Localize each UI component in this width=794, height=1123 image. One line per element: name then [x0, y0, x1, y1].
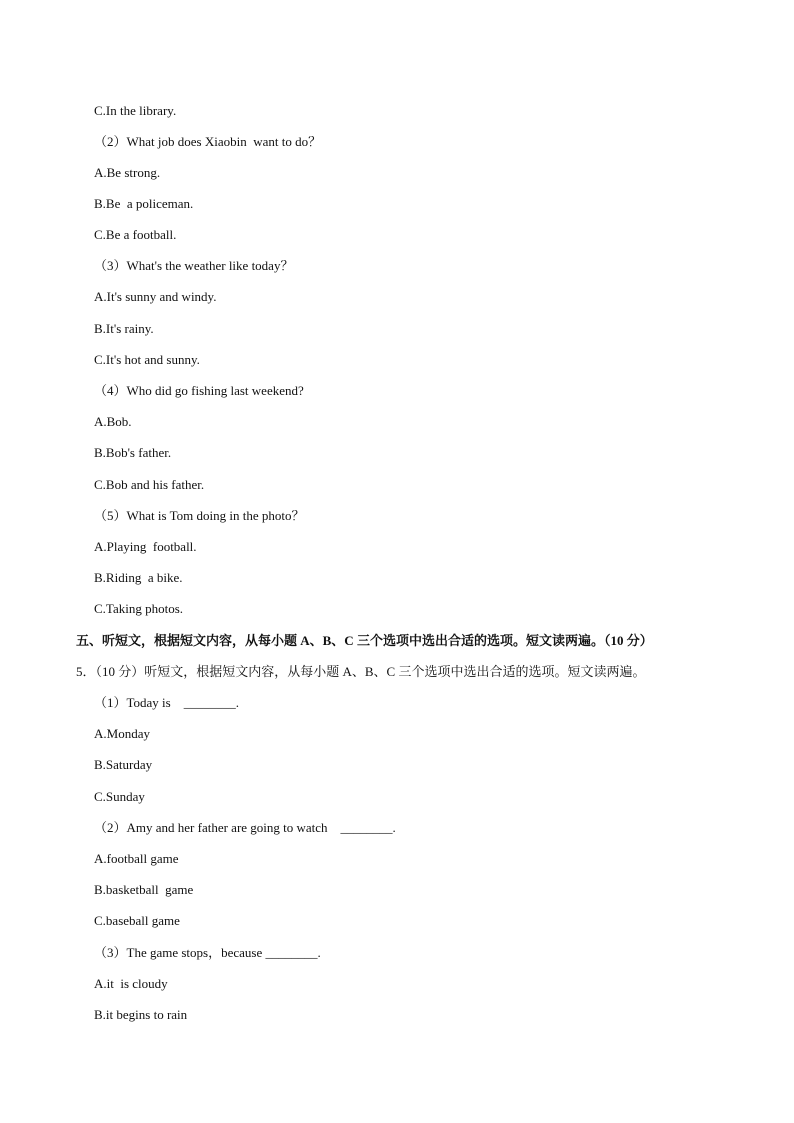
q5-option-b: B.Riding a bike.	[94, 570, 183, 585]
q3-option-b: B.It's rainy.	[94, 321, 154, 336]
q2-option-b: B.Be a policeman.	[94, 196, 194, 211]
q3-option-a: A.It's sunny and windy.	[94, 289, 217, 304]
q1-option-c: C.In the library.	[94, 103, 177, 118]
s5-q1-option-c: C.Sunday	[94, 789, 145, 804]
s5-q3-option-a: A.it is cloudy	[94, 976, 168, 991]
s5-q3-option-b: B.it begins to rain	[94, 1007, 188, 1022]
q4-option-a: A.Bob.	[94, 414, 132, 429]
s5-q1-option-a: A.Monday	[94, 726, 150, 741]
section-5-heading: 五、听短文，根据短文内容，从每小题 A、B、C 三个选项中选出合适的选项。短文读两遍。（10 分）	[76, 633, 653, 648]
q5-option-c: C.Taking photos.	[94, 601, 184, 616]
q4-stem: （4）Who did go fishing last weekend?	[94, 383, 304, 398]
s5-q2-option-b: B.basketball game	[94, 882, 194, 897]
q5-stem: （5）What is Tom doing in the photo？	[94, 508, 305, 523]
q4-option-b: B.Bob's father.	[94, 445, 172, 460]
q2-option-c: C.Be a football.	[94, 227, 177, 242]
s5-q2-option-a: A.football game	[94, 851, 179, 866]
s5-q2-stem: （2）Amy and her father are going to watch ________.	[94, 820, 396, 835]
q3-option-c: C.It's hot and sunny.	[94, 352, 200, 367]
s5-q1-option-b: B.Saturday	[94, 757, 153, 772]
s5-q1-stem: （1）Today is ________.	[94, 695, 239, 710]
q3-stem: （3）What's the weather like today？	[94, 258, 294, 273]
q4-option-c: C.Bob and his father.	[94, 477, 205, 492]
item-5-intro: 5．（10 分）听短文，根据短文内容，从每小题 A、B、C 三个选项中选出合适的选项。短文读两遍。	[76, 664, 646, 679]
q2-stem: （2）What job does Xiaobin want to do？	[94, 134, 322, 149]
q2-option-a: A.Be strong.	[94, 165, 161, 180]
s5-q3-stem: （3）The game stops，because ________.	[94, 945, 321, 960]
q5-option-a: A.Playing football.	[94, 539, 197, 554]
s5-q2-option-c: C.baseball game	[94, 913, 180, 928]
